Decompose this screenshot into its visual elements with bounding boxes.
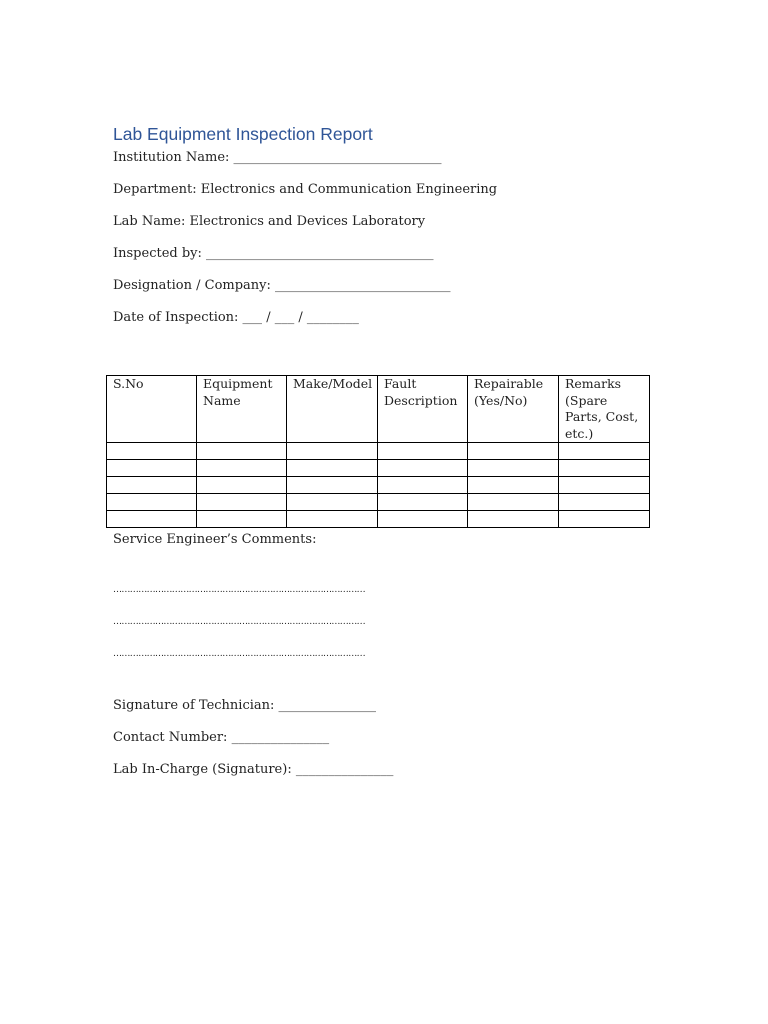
date-of-inspection-field: Date of Inspection: ___ / ___ / ________ bbox=[113, 310, 359, 325]
table-cell[interactable] bbox=[107, 443, 197, 460]
table-cell[interactable] bbox=[107, 460, 197, 477]
table-cell[interactable] bbox=[468, 460, 559, 477]
table-cell[interactable] bbox=[287, 443, 378, 460]
table-cell[interactable] bbox=[378, 460, 468, 477]
report-title: Lab Equipment Inspection Report bbox=[113, 124, 373, 144]
table-cell[interactable] bbox=[468, 443, 559, 460]
lab-name-field: Lab Name: Electronics and Devices Laboratory bbox=[113, 214, 426, 229]
table-cell[interactable] bbox=[378, 443, 468, 460]
table-cell[interactable] bbox=[287, 460, 378, 477]
institution-name-field: Institution Name: ________________________________ bbox=[113, 150, 442, 165]
table-cell[interactable] bbox=[559, 477, 650, 494]
contact-number-field: Contact Number: _______________ bbox=[113, 730, 330, 745]
inspection-table bbox=[106, 375, 650, 528]
table-header-row bbox=[107, 376, 650, 443]
header-repairable: Repairable (Yes/No) bbox=[468, 376, 559, 443]
table-cell[interactable] bbox=[559, 511, 650, 528]
table-cell[interactable] bbox=[559, 494, 650, 511]
table-cell[interactable] bbox=[287, 477, 378, 494]
header-fault-description: Fault Description bbox=[378, 376, 468, 443]
table-row bbox=[107, 443, 650, 460]
comment-line: ……………………………………………………………………………… bbox=[113, 617, 366, 627]
lab-in-charge-signature-field: Lab In-Charge (Signature): _______________ bbox=[113, 762, 394, 777]
table-row bbox=[107, 477, 650, 494]
table-cell[interactable] bbox=[559, 460, 650, 477]
table-cell[interactable] bbox=[468, 477, 559, 494]
table-cell[interactable] bbox=[468, 494, 559, 511]
table-cell[interactable] bbox=[107, 494, 197, 511]
designation-company-field: Designation / Company: ___________________________ bbox=[113, 278, 451, 293]
table-row bbox=[107, 460, 650, 477]
table-row bbox=[107, 511, 650, 528]
header-make-model: Make/Model bbox=[287, 376, 378, 443]
table-cell[interactable] bbox=[197, 460, 287, 477]
table-cell[interactable] bbox=[378, 511, 468, 528]
table-cell[interactable] bbox=[378, 477, 468, 494]
header-remarks: Remarks (Spare Parts, Cost, etc.) bbox=[559, 376, 650, 443]
table-cell[interactable] bbox=[107, 477, 197, 494]
table-row bbox=[107, 494, 650, 511]
table-cell[interactable] bbox=[197, 494, 287, 511]
comment-line: ……………………………………………………………………………… bbox=[113, 649, 366, 659]
inspected-by-field: Inspected by: ___________________________________ bbox=[113, 246, 434, 261]
comment-line: ……………………………………………………………………………… bbox=[113, 585, 366, 595]
table-cell[interactable] bbox=[197, 477, 287, 494]
department-field: Department: Electronics and Communication Engineering bbox=[113, 182, 498, 197]
comments-label: Service Engineer’s Comments: bbox=[113, 532, 317, 547]
header-sno: S.No bbox=[107, 376, 197, 443]
table-cell[interactable] bbox=[107, 511, 197, 528]
table-cell[interactable] bbox=[378, 494, 468, 511]
table-cell[interactable] bbox=[197, 443, 287, 460]
table-cell[interactable] bbox=[287, 511, 378, 528]
table-cell[interactable] bbox=[197, 511, 287, 528]
table-cell[interactable] bbox=[468, 511, 559, 528]
header-equipment-name: Equipment Name bbox=[197, 376, 287, 443]
table-cell[interactable] bbox=[287, 494, 378, 511]
technician-signature-field: Signature of Technician: _______________ bbox=[113, 698, 377, 713]
table-cell[interactable] bbox=[559, 443, 650, 460]
